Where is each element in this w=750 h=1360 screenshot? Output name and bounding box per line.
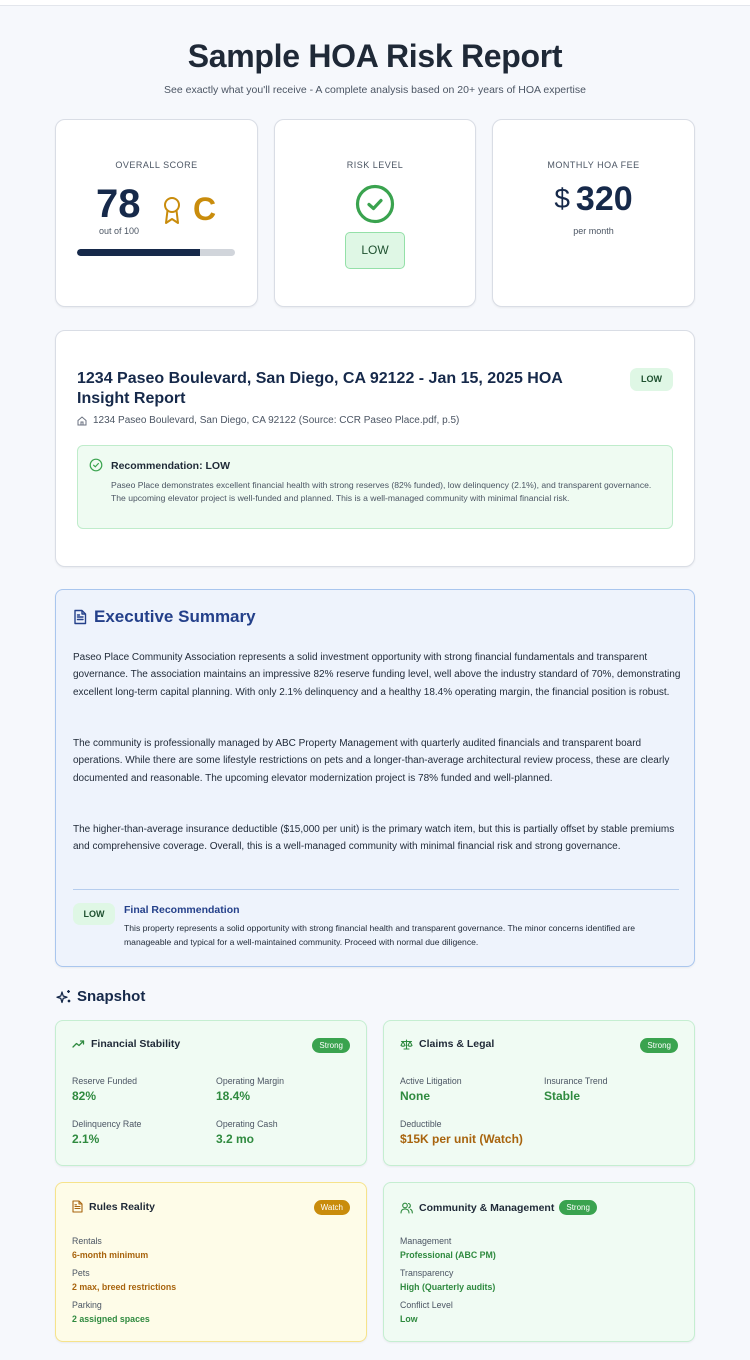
metric-label: Insurance Trend	[544, 1076, 608, 1086]
snapshot-header	[56, 988, 145, 1005]
card-title: Rules Reality	[89, 1200, 155, 1213]
executive-summary-header	[73, 607, 256, 627]
snapshot-card-community-management	[383, 1182, 695, 1342]
overall-score-value: 78	[96, 182, 141, 226]
metric-value: High (Quarterly audits)	[400, 1282, 496, 1292]
check-circle-icon	[355, 184, 395, 224]
metric-label: Active Litigation	[400, 1076, 462, 1086]
recommendation-title: Recommendation: LOW	[111, 460, 231, 472]
report-title: 1234 Paseo Boulevard, San Diego, CA 92122 - Jan 15, 2025 HOA Insight Report	[77, 370, 563, 407]
metric-label: Delinquency Rate	[72, 1119, 142, 1129]
users-icon	[400, 1202, 413, 1214]
score-progress-fill	[77, 249, 200, 256]
summary-paragraph: The community is professionally managed by ABC Property Management with quarterly audited financials and transparent board operations. While there are some lifestyle restrictions on pets and a longer-than-average architectural review process, these are clearly documented and reasonable. The upcoming elevator modernization project is 78% funded and well-planned.	[73, 738, 670, 784]
monthly-fee-amount	[493, 178, 694, 220]
summary-paragraph: Paseo Place Community Association represents a solid investment opportunity with strong financial fundamentals and transparent governance. The association maintains an impressive 82% reserve funding level, well above the industry standard of 70%, demonstrating excellent long-term capital planning. With only 2.1% delinquency and a healthy 18.4% operating margin, the financial position is robust.	[73, 652, 681, 698]
metric-value: 82%	[72, 1089, 97, 1103]
metric-value: 2.1%	[72, 1132, 100, 1146]
metric-value: None	[400, 1089, 430, 1103]
metric-value: $15K per unit (Watch)	[400, 1132, 523, 1146]
snapshot-card-rules-reality	[55, 1182, 367, 1342]
sparkles-icon	[56, 989, 72, 1005]
metric-label: Conflict Level	[400, 1300, 453, 1310]
status-badge: Strong	[559, 1200, 597, 1215]
executive-summary-card	[55, 589, 695, 967]
check-circle-icon	[89, 458, 103, 472]
final-recommendation-text: This property represents a solid opportunity with strong financial health and transparent governance. The minor concerns identified are manageable and typical for a well-maintained community. Proceed with normal due diligence.	[124, 923, 635, 947]
status-badge: Strong	[312, 1038, 350, 1053]
home-icon	[77, 416, 87, 426]
metric-label: Deductible	[400, 1119, 442, 1129]
metric-label: Reserve Funded	[72, 1076, 138, 1086]
metric-value: 6-month minimum	[72, 1250, 149, 1260]
page-subtitle: See exactly what you'll receive - A complete analysis based on 20+ years of HOA expertise	[164, 84, 586, 96]
overall-score-out-of: out of 100	[99, 226, 140, 236]
metric-value: Low	[400, 1314, 418, 1324]
monthly-fee-value: 320	[575, 180, 633, 218]
summary-paragraph: The higher-than-average insurance deductible ($15,000 per unit) is the primary watch item, but this is partially offset by stable premiums and comprehensive coverage. Overall, this is a well-managed community with minimal financial risk and strong governance.	[73, 824, 675, 853]
document-icon	[72, 1200, 83, 1213]
card-title: Financial Stability	[91, 1038, 181, 1050]
score-progress-bar	[77, 249, 235, 256]
document-icon	[73, 609, 87, 625]
card-header	[400, 1200, 597, 1215]
snapshot-card-financial-stability	[55, 1020, 367, 1166]
monthly-fee-label: MONTHLY HOA FEE	[547, 160, 640, 170]
executive-summary-title: Executive Summary	[94, 607, 256, 626]
risk-level-badge: LOW	[345, 232, 405, 269]
metric-label: Parking	[72, 1300, 102, 1310]
metric-label: Operating Cash	[216, 1119, 278, 1129]
report-risk-badge: LOW	[630, 368, 673, 391]
final-risk-badge: LOW	[73, 903, 115, 925]
scale-icon	[400, 1039, 413, 1050]
overall-grade: C	[193, 191, 217, 227]
report-address-text: 1234 Paseo Boulevard, San Diego, CA 92122 (Source: CCR Paseo Place.pdf, p.5)	[93, 415, 460, 426]
risk-level-label: RISK LEVEL	[346, 160, 404, 170]
final-recommendation-title: Final Recommendation	[124, 904, 240, 916]
metric-label: Operating Margin	[216, 1076, 284, 1086]
card-header	[72, 1038, 180, 1050]
overall-score-label: OVERALL SCORE	[115, 160, 198, 170]
metric-label: Transparency	[400, 1268, 454, 1278]
metric-value: 18.4%	[216, 1089, 251, 1103]
top-divider	[0, 5, 750, 6]
monthly-fee-card	[492, 119, 695, 307]
monthly-fee-period: per month	[573, 226, 614, 236]
metric-value: 2 assigned spaces	[72, 1314, 150, 1324]
award-icon	[162, 196, 182, 226]
metric-value: Stable	[544, 1089, 581, 1103]
card-header	[400, 1038, 494, 1050]
metric-label: Management	[400, 1236, 452, 1246]
recommendation-box	[77, 445, 673, 529]
card-title: Community & Management	[419, 1201, 555, 1214]
status-badge: Watch	[314, 1200, 350, 1215]
metric-value: Professional (ABC PM)	[400, 1250, 496, 1260]
metric-value: 2 max, breed restrictions	[72, 1282, 177, 1292]
card-header	[72, 1200, 155, 1213]
metric-label: Rentals	[72, 1236, 102, 1246]
metric-value: 3.2 mo	[216, 1132, 255, 1146]
page-title: Sample HOA Risk Report	[187, 38, 563, 74]
metric-label: Pets	[72, 1268, 90, 1278]
card-title: Claims & Legal	[419, 1038, 495, 1050]
snapshot-card-claims-legal	[383, 1020, 695, 1166]
overall-score-card	[55, 119, 258, 307]
recommendation-text: Paseo Place demonstrates excellent financial health with strong reserves (82% funded), low delinquency (2.1%), and transparent governance. The upcoming elevator project is well-funded and planned. This is a well-managed community with minimal financial risk.	[111, 480, 652, 504]
report-card	[55, 330, 695, 567]
status-badge: Strong	[640, 1038, 678, 1053]
dollar-icon: $	[554, 183, 570, 214]
summary-divider	[73, 889, 679, 890]
report-address	[77, 415, 459, 426]
risk-level-card	[274, 119, 476, 307]
snapshot-title: Snapshot	[77, 988, 146, 1005]
trending-up-icon	[72, 1039, 85, 1049]
